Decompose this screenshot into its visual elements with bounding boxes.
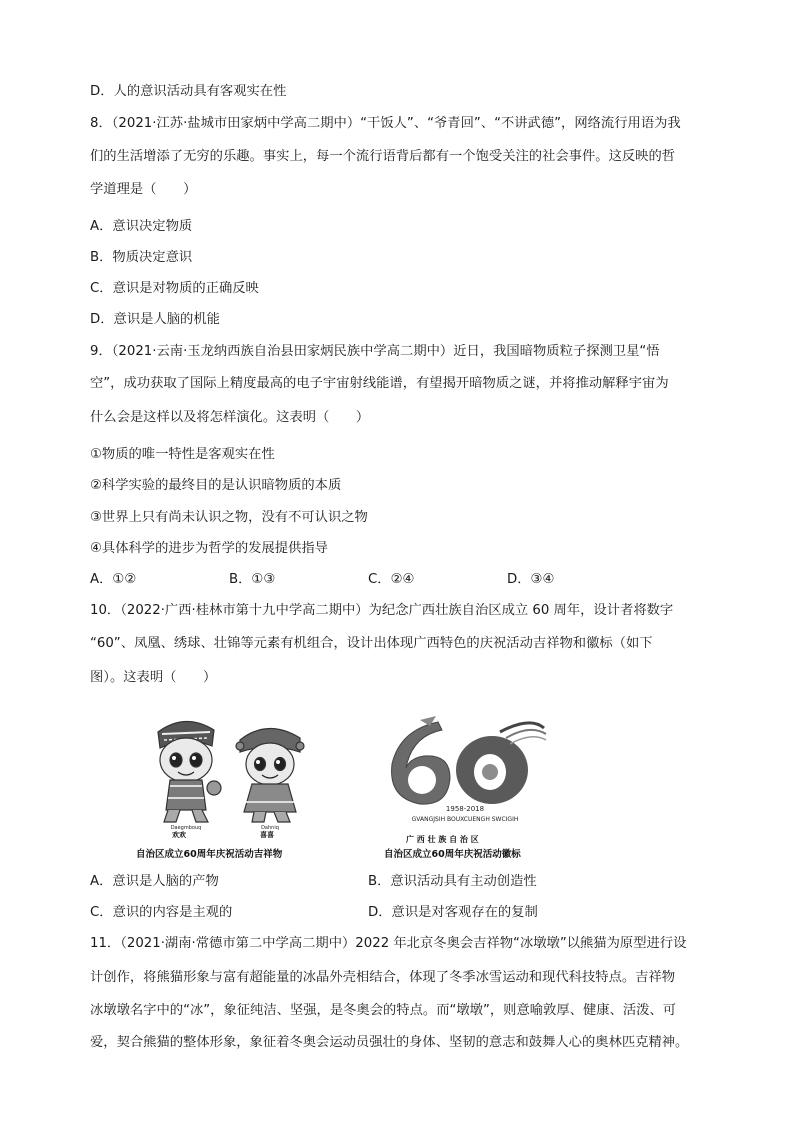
q9-statement: ②科学实验的最终目的是认识暗物质的本质: [90, 478, 342, 493]
q9-statement: ④具体科学的进步为哲学的发展提供指导: [90, 541, 328, 556]
logo-roman: GVANGJSIH BOUXCUENGH SWCIGIH: [411, 816, 519, 823]
q9-stem-line: 9．（2021·云南·玉龙纳西族自治县田家炳民族中学高二期中）近日，我国暗物质粒子探测卫星“悟: [90, 344, 660, 359]
q8-stem-line: 们的生活增添了无穷的乐趣。事实上，每一个流行语背后都有一个饱受关注的社会事件。这反映的哲: [90, 149, 676, 164]
q8-option-c[interactable]: C．意识是对物质的正确反映: [90, 281, 259, 296]
q9-option-c[interactable]: C．②④: [368, 572, 415, 587]
q11-stem-line: 计创作，将熊猫形象与富有超能量的冰晶外壳相结合，体现了冬季冰雪运动和现代科技特点。吉祥物: [90, 970, 676, 985]
q10-stem-line: “60”、凤凰、绣球、壮锦等元素有机组合，设计出体现广西特色的庆祝活动吉祥物和徽标（如下: [90, 636, 653, 651]
q9-statement: ①物质的唯一特性是客观实在性: [90, 447, 275, 462]
q10-stem-line: 图）。这表明（ ）: [90, 670, 217, 685]
q10-option-c[interactable]: C．意识的内容是主观的: [90, 905, 233, 920]
anniversary-logo: [380, 712, 550, 824]
logo-caption: 自治区成立60周年庆祝活动徽标: [384, 849, 521, 860]
mascot-caption: 自治区成立60周年庆祝活动吉祥物: [136, 849, 283, 860]
q8-stem-line: 8．（2021·江苏·盐城市田家炳中学高二期中）“干饭人”、“爷青回”、“不讲武德”，网络流行用语为我: [90, 116, 681, 131]
q9-option-a[interactable]: A．①②: [90, 572, 137, 587]
q9-stem-line: 空”，成功获取了国际上精度最高的电子宇宙射线能谱，有望揭开暗物质之谜，并将推动解释宇宙为: [90, 376, 669, 391]
mascot-huanhuan: [158, 721, 221, 822]
mascot-name-right: 喜喜: [260, 831, 274, 839]
q8-option-a[interactable]: A．意识决定物质: [90, 219, 193, 234]
q10-option-b[interactable]: B．意识活动具有主动创造性: [368, 874, 537, 889]
q10-option-a[interactable]: A．意识是人脑的产物: [90, 874, 219, 889]
q9-option-b[interactable]: B．①③: [229, 572, 276, 587]
q8-option-b[interactable]: B．物质决定意识: [90, 250, 193, 265]
mascot-name-right-en: Dahniq: [261, 825, 279, 830]
logo-region: 广 西 壮 族 自 治 区: [406, 835, 479, 844]
mascot-name-left: 欢欢: [172, 831, 186, 839]
q8-option-d[interactable]: D．意识是人脑的机能: [90, 312, 220, 327]
q9-statement: ③世界上只有尚未认识之物，没有不可认识之物: [90, 510, 368, 525]
q11-stem-line: 11．（2021·湖南·常德市第二中学高二期中）2022 年北京冬奥会吉祥物“冰墩墩”以熊猫为原型进行设: [90, 936, 687, 951]
mascot-illustration: [140, 712, 330, 830]
q8-stem-line: 学道理是（ ）: [90, 182, 197, 197]
mascot-name-left-en: Daegmbouq: [170, 825, 202, 830]
q9-option-d[interactable]: D．③④: [507, 572, 555, 587]
prev-option-d: D．人的意识活动具有客观实在性: [90, 84, 287, 99]
q10-stem-line: 10．（2022·广西·桂林市第十九中学高二期中）为纪念广西壮族自治区成立 60 周年，设计者将数字: [90, 603, 674, 618]
q10-option-d[interactable]: D．意识是对客观存在的复制: [368, 905, 538, 920]
logo-years: 1958-2018: [445, 805, 485, 813]
q11-stem-line: 冰墩墩名字中的“冰”，象征纯洁、坚强，是冬奥会的特点。而“墩墩”，则意喻敦厚、健康、活泼、可: [90, 1003, 677, 1018]
mascot-xixi: [236, 728, 304, 822]
q9-stem-line: 什么会是这样以及将怎样演化。这表明（ ）: [90, 410, 370, 425]
q11-stem-line: 爱，契合熊猫的整体形象，象征着冬奥会运动员强壮的身体、坚韧的意志和鼓舞人心的奥林匹克精神。: [90, 1035, 689, 1050]
